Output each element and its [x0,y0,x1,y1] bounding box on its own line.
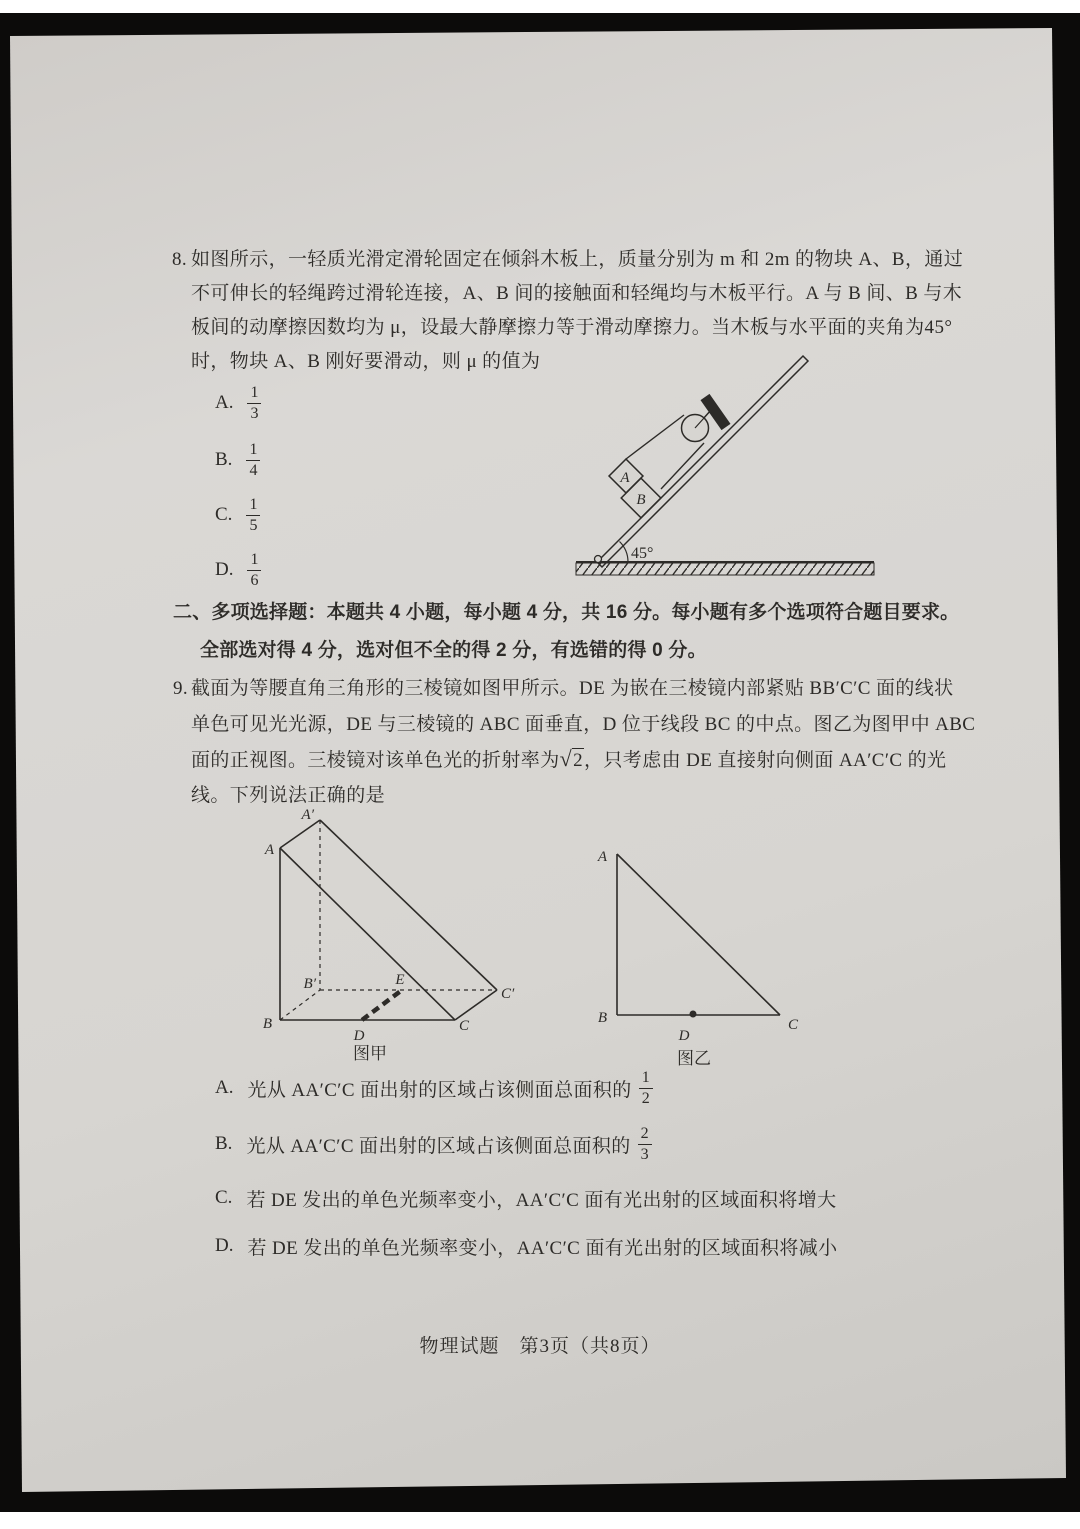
edge-A'C' [320,820,497,990]
q9-option-c-text: 若 DE 发出的单色光频率变小，AA′C′C 面有光出射的区域面积将增大 [246,1189,837,1211]
vertex-label-C: C [459,1018,470,1034]
q9-option-d [215,1231,838,1261]
rope-upper [626,415,684,459]
edge-AA' [280,820,320,848]
q9-line-3 [191,748,946,773]
rope-lower [661,443,704,489]
angle-label: 45° [631,545,654,562]
q8-option-c [215,492,260,538]
figure-yi-caption: 图乙 [677,1049,711,1068]
vertex-label-B: B [262,1016,272,1032]
q8-number: 8. [172,249,188,270]
section2-header-line-1: 二、多项选择题：本题共 4 小题，每小题 4 分，共 16 分。每小题有多个选项符合题目要求。 [173,602,960,623]
q8-option-b-label: B. [215,449,233,470]
q9-option-d-text: 若 DE 发出的单色光频率变小，AA′C′C 面有光出射的区域面积将减小 [247,1237,838,1259]
q8-line-1: 如图所示，一轻质光滑定滑轮固定在倾斜木板上，质量分别为 m 和 2m 的物块 A、B，通过 [191,249,964,270]
light-source-DE [362,990,402,1020]
q8-option-c-fraction: $\frac{1}{5}$ [246,495,260,536]
q8-option-d-label: D. [215,559,234,580]
q8-option-a [215,380,261,426]
q9-option-b-fraction: $\frac{2}{3}$ [638,1124,652,1165]
q9-option-a-fraction: $\frac{1}{2}$ [639,1068,653,1109]
page-footer: 物理试题 第3页（共8页） [419,1336,661,1357]
q8-option-b [215,437,260,483]
q8-incline-diagram [570,352,882,600]
vertex-label-B-prime: B′ [303,976,316,992]
pulley-bracket [705,397,726,427]
edge-AC [617,854,780,1015]
q8-option-d-fraction: $\frac{1}{6}$ [247,550,261,591]
q8-line-4: 时，物块 A、B 刚好要滑动，则 μ 的值为 [191,351,541,372]
ground-hatching [576,563,874,575]
section2-header-line-2: 全部选对得 4 分，选对但不全的得 2 分，有选错的得 0 分。 [200,640,707,661]
q9-option-b-label: B. [215,1133,233,1154]
sqrt-2: √ 2 [559,746,583,771]
point-label-D: D [353,1028,365,1044]
q8-option-b-fraction: $\frac{1}{4}$ [246,440,260,481]
q9-option-b-text: 光从 AA′C′C 面出射的区域占该侧面总面积的 [246,1135,631,1157]
block-a-label: A [620,470,630,486]
edge-AC [280,848,455,1020]
point-label-D: D [678,1028,690,1044]
figure-jia-caption: 图甲 [353,1044,387,1063]
q9-option-a-text: 光从 AA′C′C 面出射的区域占该侧面总面积的 [247,1079,632,1101]
q9-line-3-post: ，只考虑由 DE 直接射向侧面 AA′C′C 的光 [584,750,947,771]
q8-line-2: 不可伸长的轻绳跨过滑轮连接，A、B 间的接触面和轻绳均与木板平行。A 与 B 间、B 与木 [191,283,963,304]
q9-line-3-pre: 面的正视图。三棱镜对该单色光的折射率为 [191,750,560,771]
q8-option-a-label: A. [215,392,234,413]
point-label-E: E [395,972,405,988]
q8-option-c-label: C. [215,504,233,525]
q9-option-a-label: A. [215,1077,234,1098]
edge-BB'-hidden [280,990,320,1020]
q9-line-4: 线。下列说法正确的是 [191,785,386,806]
q9-number: 9. [173,678,189,699]
q9-option-c [215,1183,837,1213]
q8-option-a-fraction: $\frac{1}{3}$ [247,383,261,424]
vertex-label-C-prime: C′ [501,986,515,1002]
q9-figure-yi-triangle [590,832,802,1072]
vertex-label-A: A [264,842,274,858]
edge-CC' [455,990,497,1020]
vertex-label-A-prime: A′ [301,807,314,823]
vertex-label-A: A [597,849,607,865]
q8-option-d [215,547,261,593]
vertex-label-B: B [597,1010,607,1026]
vertex-label-C: C [788,1017,799,1033]
q9-option-d-label: D. [215,1235,234,1256]
q9-line-2: 单色可见光光源，DE 与三棱镜的 ABC 面垂直，D 位于线段 BC 的中点。图乙为图甲中 ABC [191,714,976,735]
q9-figure-jia-prism [240,806,540,1064]
q8-line-3: 板间的动摩擦因数均为 μ，设最大静摩擦力等于滑动摩擦力。当木板与水平面的夹角为45° [191,317,953,338]
q9-option-a [215,1064,653,1112]
block-b-label: B [636,492,646,508]
q9-option-b [215,1120,652,1168]
point-D-dot [690,1011,696,1017]
board-hinge [595,556,602,563]
q9-option-c-label: C. [215,1187,233,1208]
q9-line-1: 截面为等腰直角三角形的三棱镜如图甲所示。DE 为嵌在三棱镜内部紧贴 BB′C′C 面的线状 [191,678,954,699]
